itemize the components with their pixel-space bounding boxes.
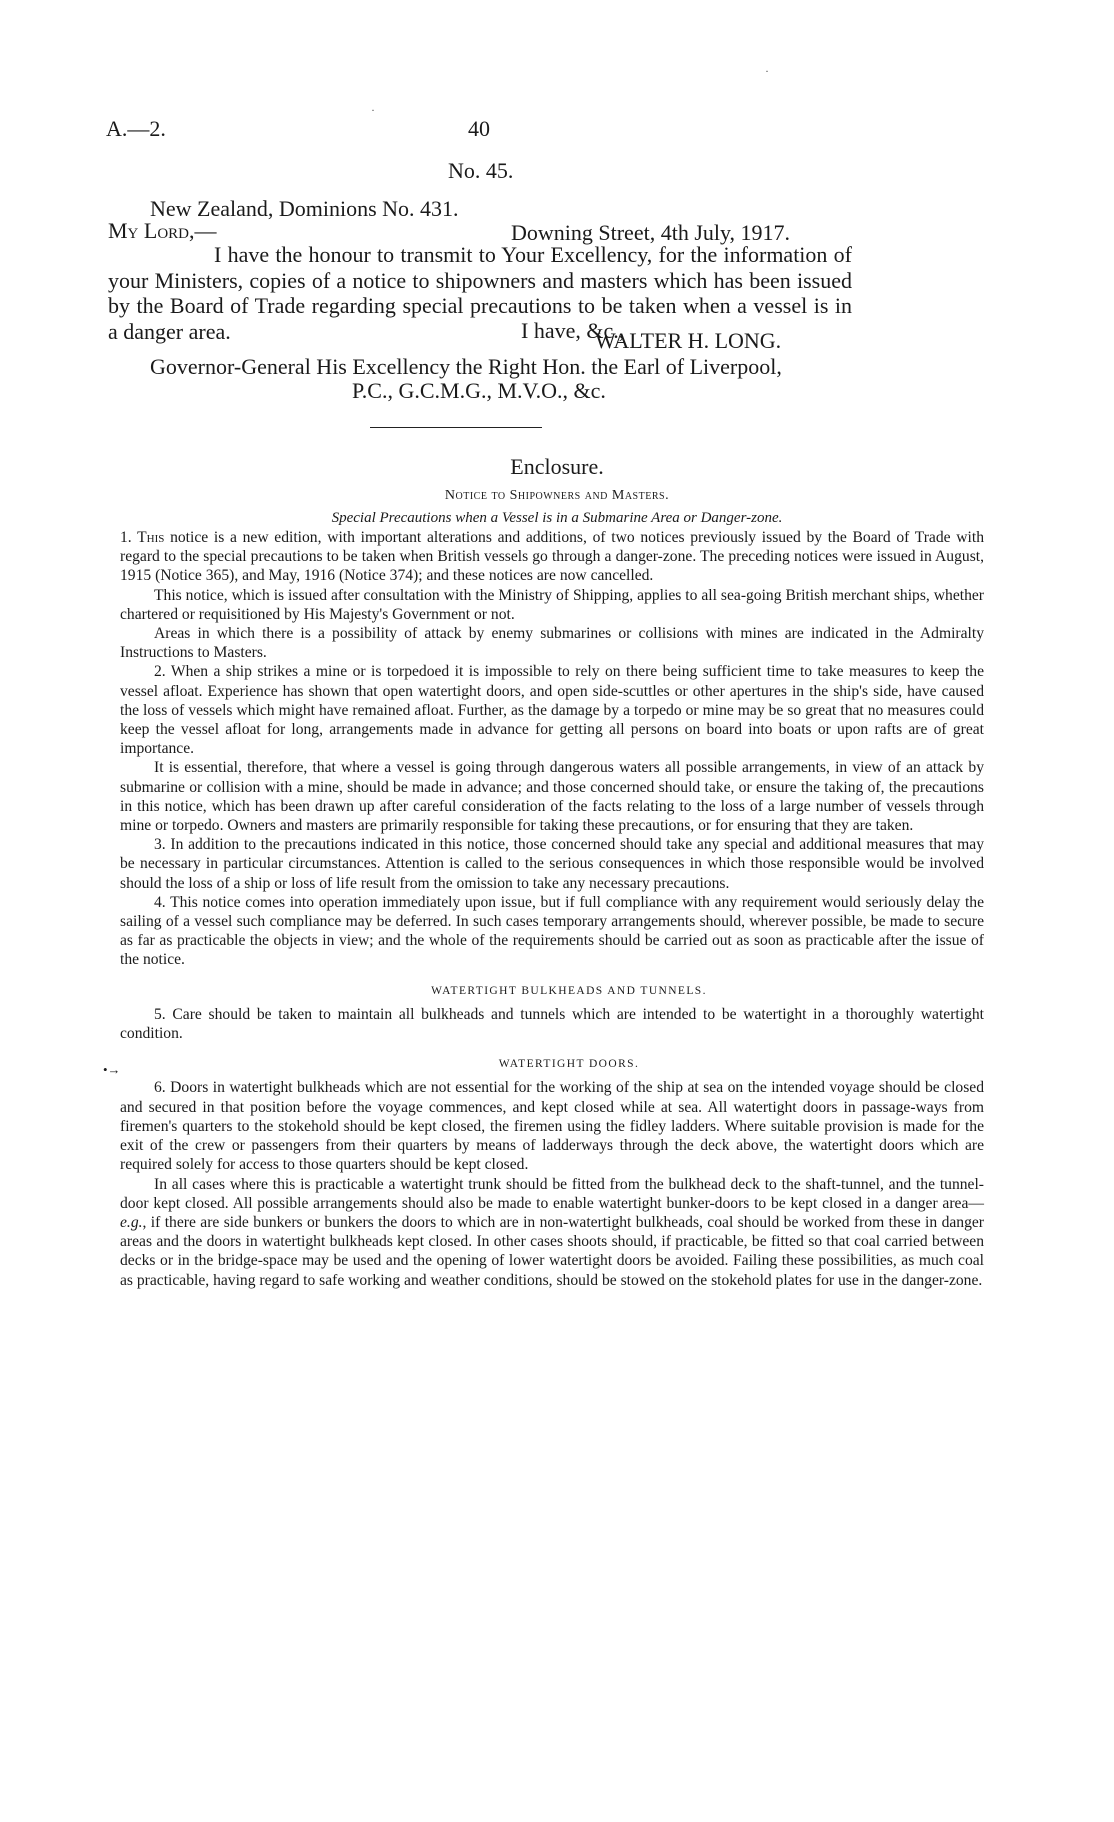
salutation: My Lord,—	[108, 218, 217, 243]
paragraph-6b	[120, 1175, 984, 1290]
enclosure-title: Enclosure.	[510, 454, 604, 479]
series-code: A.—2.	[106, 116, 166, 141]
addressee-line: Governor-General His Excellency the Right Hon. the Earl of Liverpool,	[150, 354, 782, 379]
paragraph-1c: Areas in which there is a possibility of attack by enemy submarines or collisions with mines are indicated in the Admiralty Instructions to Masters.	[120, 625, 984, 662]
paragraph-6b-end: , if there are side bunkers or bunkers the doors to which are in non-watertight bulkheads, coal should be worked from these in danger areas and the doors in watertight bulkheads kept closed. In other cases shoots should, if practicable, be fitted so that coal carried between decks or in the bridge-space may be used and the opening of lower watertight doors be avoided. Failing these possibilities, as much coal as practicable, having regard to safe working and weather conditions, should be stowed on the stokehold plates for use in the danger-zone.	[120, 1213, 984, 1289]
print-speck: ·	[765, 64, 769, 78]
paragraph-1b: This notice, which is issued after consultation with the Ministry of Shipping, applies to all sea-going British merchant ships, whether chartered or requisitioned by His Majesty's Government or not.	[120, 586, 984, 623]
paragraph-4: 4. This notice comes into operation immediately upon issue, but if full compliance with any requirement would seriously delay the sailing of a vessel such compliance may be deferred. In such cases temporary arrangements should, wherever possible, be made to secure as far as practicable the objects in view; and the whole of the requirements should be carried out as soon as practicable after the issue of the notice.	[120, 893, 984, 969]
place-and-date: Downing Street, 4th July, 1917.	[511, 220, 791, 245]
page-number: 40	[468, 116, 490, 141]
notice-subtitle: Special Precautions when a Vessel is in a Submarine Area or Danger-zone.	[331, 510, 783, 526]
paragraph-6: 6. Doors in watertight bulkheads which are not essential for the working of the ship at sea on the intended voyage should be closed and secured in that position before the voyage commences, and kept closed while at sea. All watertight doors in passage-ways from firemen's quarters to the stokehold should be kept closed, the firemen using the fidley ladders. Where suitable provision is made for the exit of the crew or passengers from their quarters by means of ladderways through the deck above, the watertight doors which are required solely for access to those quarters should be kept closed.	[120, 1079, 984, 1174]
signature: WALTER H. LONG.	[595, 328, 782, 353]
paragraph-6b-eg: e.g.	[120, 1213, 143, 1231]
paragraph-2: 2. When a ship strikes a mine or is torpedoed it is impossible to rely on there being sufficient time to take measures to keep the vessel afloat. Experience has shown that open watertight doors, and open side-scuttles or other apertures in the ship's side, have caused the loss of vessels which might have remained afloat. Further, as the damage by a torpedo or mine may be so great that no measures could keep the vessel afloat for long, arrangements made in advance for getting all persons on board into boats or upon rafts are of great importance.	[120, 663, 984, 758]
paragraph-1-text: notice is a new edition, with important alterations and additions, of two notices previously issued by the Board of Trade with regard to the special precautions to be taken when British vessels go through a danger-zone. The preceding notices were issued in August, 1915 (Notice 365), and May, 1916 (Notice 374); and these notices are now cancelled.	[120, 529, 984, 585]
notice-heading: Notice to Shipowners and Masters.	[444, 488, 670, 503]
paragraph-3: 3. In addition to the precautions indicated in this notice, those concerned should take any special and additional measures that may be necessary in particular circumstances. Attention is called to the serious consequences in which those responsible would be involved should the loss of a ship or loss of life result from the omission to take any necessary precautions.	[120, 836, 984, 892]
subheading-bulkheads: WATERTIGHT BULKHEADS AND TUNNELS.	[431, 984, 707, 997]
paragraph-5: 5. Care should be taken to maintain all bulkheads and tunnels which are intended to be watertight in a thoroughly watertight condition.	[120, 1005, 984, 1043]
margin-pointer-mark: •→	[103, 1062, 121, 1077]
letter-closing: I have, &c.,	[521, 318, 625, 343]
notice-body	[120, 528, 984, 1290]
addressee-honours: P.C., G.C.M.G., M.V.O., &c.	[352, 378, 606, 403]
letter-paragraph: I have the honour to transmit to Your Excellency, for the information of your Ministers, copies of a notice to shipowners and masters which has been issued by the Board of Trade regarding special precautions to be taken when a vessel is in a danger area.	[108, 242, 852, 344]
paragraph-6b-start: In all cases where this is practicable a watertight trunk should be fitted from the bulkhead deck to the shaft-tunnel, and the tunnel-door kept closed. All possible arrangements should also be made to enable watertight bunker-doors to be kept closed in a danger area—	[120, 1175, 984, 1212]
paragraph-1-lead: 1. This	[120, 529, 165, 546]
paragraph-2b: It is essential, therefore, that where a vessel is going through dangerous waters all possible arrangements, in view of an attack by submarine or collision with a mine, should be made in advance; and those concerned should take, or ensure the taking of, the precautions in this notice, which has been drawn up after careful consideration of the facts relating to the loss of a large number of vessels through mine or torpedo. Owners and masters are primarily responsible for taking these precautions, or for ensuring that they are taken.	[120, 759, 984, 835]
dominions-reference: New Zealand, Dominions No. 431.	[150, 196, 459, 221]
paragraph-1	[120, 528, 984, 586]
subheading-doors: WATERTIGHT DOORS.	[498, 1058, 640, 1071]
print-speck: ·	[371, 103, 375, 117]
section-divider	[370, 427, 542, 428]
document-number: No. 45.	[448, 158, 514, 183]
